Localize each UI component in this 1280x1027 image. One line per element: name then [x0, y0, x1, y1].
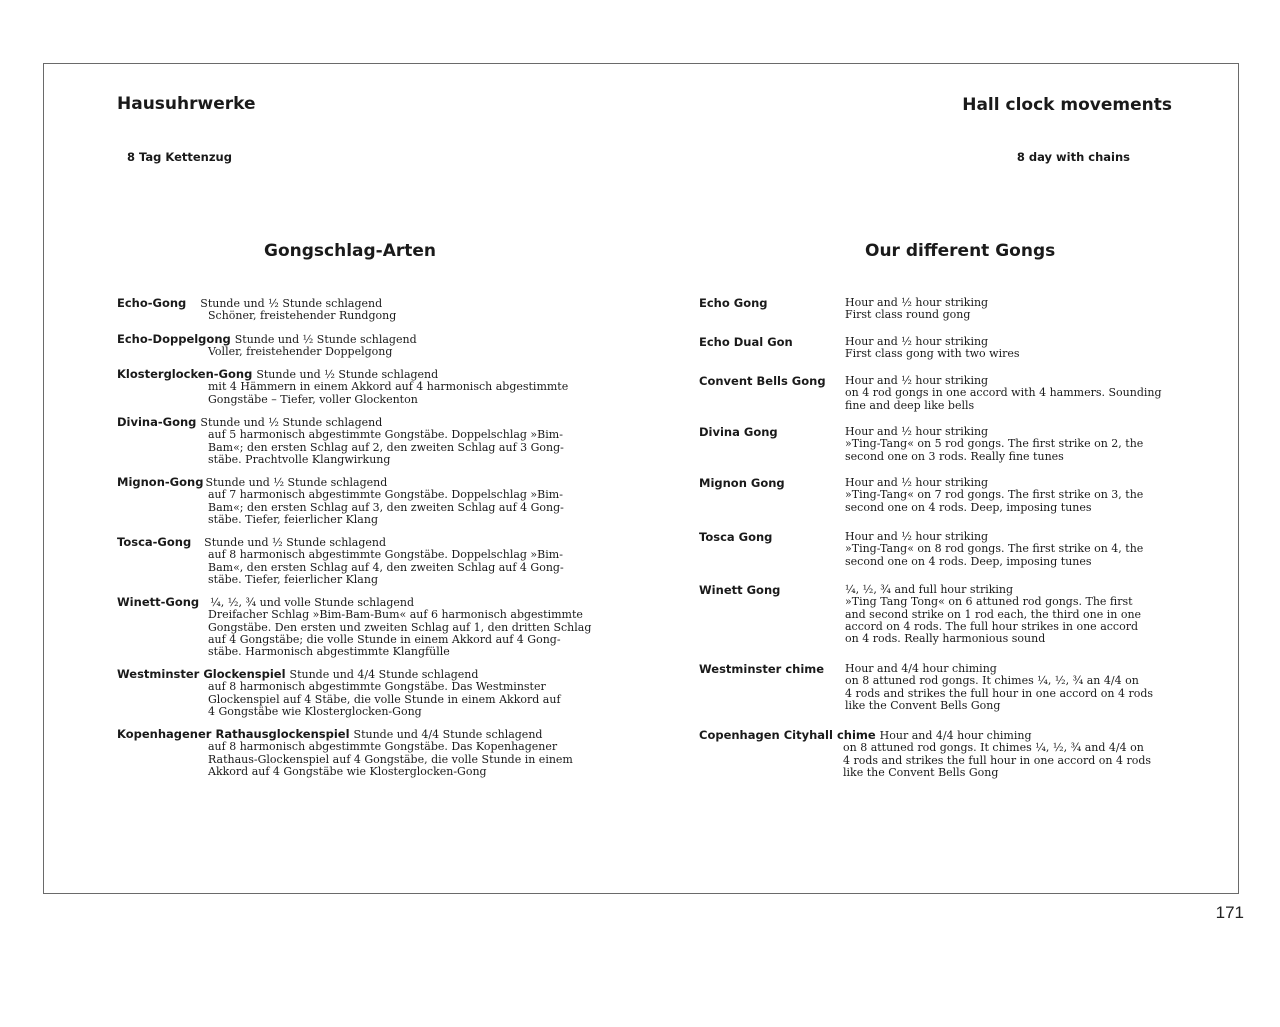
entry-line: on 4 rods. Really harmonious sound: [845, 632, 1046, 646]
right-page-title: Hall clock movements: [962, 95, 1172, 115]
entry-line: »Ting-Tang« on 5 rod gongs. The first strike on 2, the: [845, 437, 1144, 451]
entry-line: Dreifacher Schlag »Bim-Bam-Bum« auf 6 harmonisch abgestimmte: [208, 608, 583, 622]
gong-name: Echo-Gong: [117, 296, 187, 310]
entry-line: stäbe. Tiefer, feierlicher Klang: [208, 572, 378, 586]
entry-line: »Ting-Tang« on 8 rod gongs. The first strike on 4, the: [845, 542, 1144, 556]
gong-name: Divina Gong: [699, 425, 778, 439]
entry-line: mit 4 Hämmern in einem Akkord auf 4 harmonisch abgestimmte: [208, 380, 569, 394]
entry-line: second one on 4 rods. Deep, imposing tunes: [845, 554, 1092, 568]
entry-first-line: Hour and 4/4 hour chiming: [879, 729, 1032, 742]
entry-line: Hour and ½ hour striking: [845, 374, 989, 387]
entry-line: Gongstäbe – Tiefer, voller Glockenton: [208, 392, 418, 406]
entry-first-line: Stunde und 4/4 Stunde schlagend: [289, 668, 479, 681]
entry-line: Gongstäbe. Den ersten und zweiten Schlag auf 1, den dritten Schlag: [208, 620, 592, 634]
entry-line: Bam«; den ersten Schlag auf 2, den zweiten Schlag auf 3 Gong-: [208, 440, 564, 454]
gong-name: Kopenhagener Rathausglockenspiel: [117, 727, 350, 741]
page-number: 171: [1215, 903, 1244, 922]
entry-line: fine and deep like bells: [845, 398, 975, 412]
gong-name: Echo Dual Gon: [699, 335, 793, 349]
entry-line: auf 7 harmonisch abgestimmte Gongstäbe. Doppelschlag »Bim-: [208, 488, 563, 502]
entry-line: Hour and ½ hour striking: [845, 335, 989, 348]
gong-name: Tosca Gong: [699, 530, 773, 544]
entry-line: auf 8 harmonisch abgestimmte Gongstäbe. Das Westminster: [208, 680, 546, 694]
entry-line: stäbe. Tiefer, feierlicher Klang: [208, 512, 378, 526]
gong-name: Mignon Gong: [699, 476, 785, 490]
english-entry: [699, 477, 1173, 514]
entry-line: accord on 4 rods. The full hour strikes in one accord: [845, 619, 1138, 633]
right-page-subtitle: 8 day with chains: [1016, 150, 1130, 164]
entry-line: Hour and ½ hour striking: [845, 296, 989, 309]
entry-line: Akkord auf 4 Gongstäbe wie Klosterglocken-Gong: [208, 764, 487, 778]
english-entry: [699, 297, 1173, 322]
gong-name: Echo-Doppelgong: [117, 332, 231, 346]
german-entry: [117, 668, 589, 718]
english-entry: [699, 375, 1173, 412]
entry-line: Rathaus-Glockenspiel auf 4 Gongstäbe, die volle Stunde in einem: [208, 752, 573, 766]
entry-first-line: Stunde und ½ Stunde schlagend: [234, 333, 417, 346]
entry-line: like the Convent Bells Gong: [845, 698, 1001, 712]
german-entry: [117, 595, 592, 659]
gong-name: Convent Bells Gong: [699, 374, 826, 388]
entry-first-line: Stunde und ½ Stunde schlagend: [204, 536, 387, 549]
english-entry: [699, 663, 1173, 712]
entry-line: ¼, ½, ¾ and full hour striking: [845, 583, 1014, 596]
entry-line: stäbe. Harmonisch abgestimmte Klangfülle: [208, 645, 450, 659]
entry-line: stäbe. Prachtvolle Klangwirkung: [208, 452, 391, 466]
entry-line: Schöner, freistehender Rundgong: [208, 309, 397, 323]
entry-line: second one on 3 rods. Really fine tunes: [845, 449, 1064, 463]
left-page-title: Hausuhrwerke: [117, 94, 256, 114]
entry-line: 4 rods and strikes the full hour in one accord on 4 rods: [843, 753, 1152, 767]
german-entry: [117, 368, 589, 406]
entry-line: Voller, freistehender Doppelgong: [208, 345, 393, 359]
english-entry: [699, 336, 1173, 361]
entry-line: on 8 attuned rod gongs. It chimes ¼, ½, ¾ and 4/4 on: [843, 741, 1144, 755]
entry-line: auf 5 harmonisch abgestimmte Gongstäbe. Doppelschlag »Bim-: [208, 428, 563, 442]
entry-line: Glockenspiel auf 4 Stäbe, die volle Stunde in einem Akkord auf: [208, 692, 561, 706]
entry-line: First class gong with two wires: [845, 347, 1020, 361]
entry-line: Hour and ½ hour striking: [845, 476, 989, 489]
english-entry: [699, 584, 1173, 645]
german-entry: [117, 728, 589, 778]
gong-name: Klosterglocken-Gong: [117, 367, 253, 381]
entry-line: First class round gong: [845, 308, 971, 322]
entry-line: second one on 4 rods. Deep, imposing tunes: [845, 500, 1092, 514]
entry-line: auf 4 Gongstäbe; die volle Stunde in einem Akkord auf 4 Gong-: [208, 632, 561, 646]
german-entry: [117, 416, 589, 466]
gong-name: Westminster Glockenspiel: [117, 667, 286, 681]
entry-line: auf 8 harmonisch abgestimmte Gongstäbe. Doppelschlag »Bim-: [208, 548, 563, 562]
english-entry: [699, 426, 1173, 463]
entry-first-line: Stunde und 4/4 Stunde schlagend: [353, 728, 543, 741]
entry-line: like the Convent Bells Gong: [843, 765, 999, 779]
gong-name: Tosca-Gong: [117, 535, 192, 549]
german-section-heading: Gongschlag-Arten: [264, 241, 437, 261]
left-page-subtitle: 8 Tag Kettenzug: [127, 150, 232, 164]
gong-name: Westminster chime: [699, 662, 825, 676]
gong-name: Mignon-Gong: [117, 475, 204, 489]
german-entry: [117, 536, 589, 586]
entry-line: on 4 rod gongs in one accord with 4 hammers. Sounding: [845, 386, 1162, 400]
gong-name: Echo Gong: [699, 296, 768, 310]
english-section-heading: Our different Gongs: [865, 241, 1056, 261]
gong-name: Divina-Gong: [117, 415, 197, 429]
entry-line: auf 8 harmonisch abgestimmte Gongstäbe. Das Kopenhagener: [208, 740, 558, 754]
entry-line: and second strike on 1 rod each, the third one in one: [845, 607, 1142, 621]
entry-line: »Ting Tang Tong« on 6 attuned rod gongs. The first: [845, 595, 1133, 609]
entry-line: Hour and ½ hour striking: [845, 530, 989, 543]
english-entry: [699, 729, 1173, 779]
entry-first-line: Stunde und ½ Stunde schlagend: [205, 476, 388, 489]
gong-name: Winett-Gong: [117, 595, 200, 609]
entry-first-line: Stunde und ½ Stunde schlagend: [256, 368, 439, 381]
german-entry: [117, 476, 589, 526]
entry-line: Hour and 4/4 hour chiming: [845, 662, 997, 675]
entry-first-line: ¼, ½, ¾ und volle Stunde schlagend: [210, 596, 415, 609]
entry-line: Bam«; den ersten Schlag auf 3, den zweiten Schlag auf 4 Gong-: [208, 500, 564, 514]
entry-first-line: Stunde und ½ Stunde schlagend: [200, 297, 383, 310]
entry-line: »Ting-Tang« on 7 rod gongs. The first strike on 3, the: [845, 488, 1144, 502]
entry-line: Hour and ½ hour striking: [845, 425, 989, 438]
german-entry: [117, 297, 589, 323]
gong-name: Winett Gong: [699, 583, 781, 597]
entry-first-line: Stunde und ½ Stunde schlagend: [200, 416, 383, 429]
entry-line: Bam«, den ersten Schlag auf 4, den zweiten Schlag auf 4 Gong-: [208, 560, 564, 574]
gong-name: Copenhagen Cityhall chime: [699, 728, 876, 742]
entry-line: on 8 attuned rod gongs. It chimes ¼, ½, ¾ an 4/4 on: [845, 674, 1139, 688]
english-entry: [699, 531, 1173, 568]
entry-line: 4 Gongstäbe wie Klosterglocken-Gong: [208, 704, 422, 718]
german-entry: [117, 333, 589, 359]
entry-line: 4 rods and strikes the full hour in one accord on 4 rods: [845, 686, 1154, 700]
